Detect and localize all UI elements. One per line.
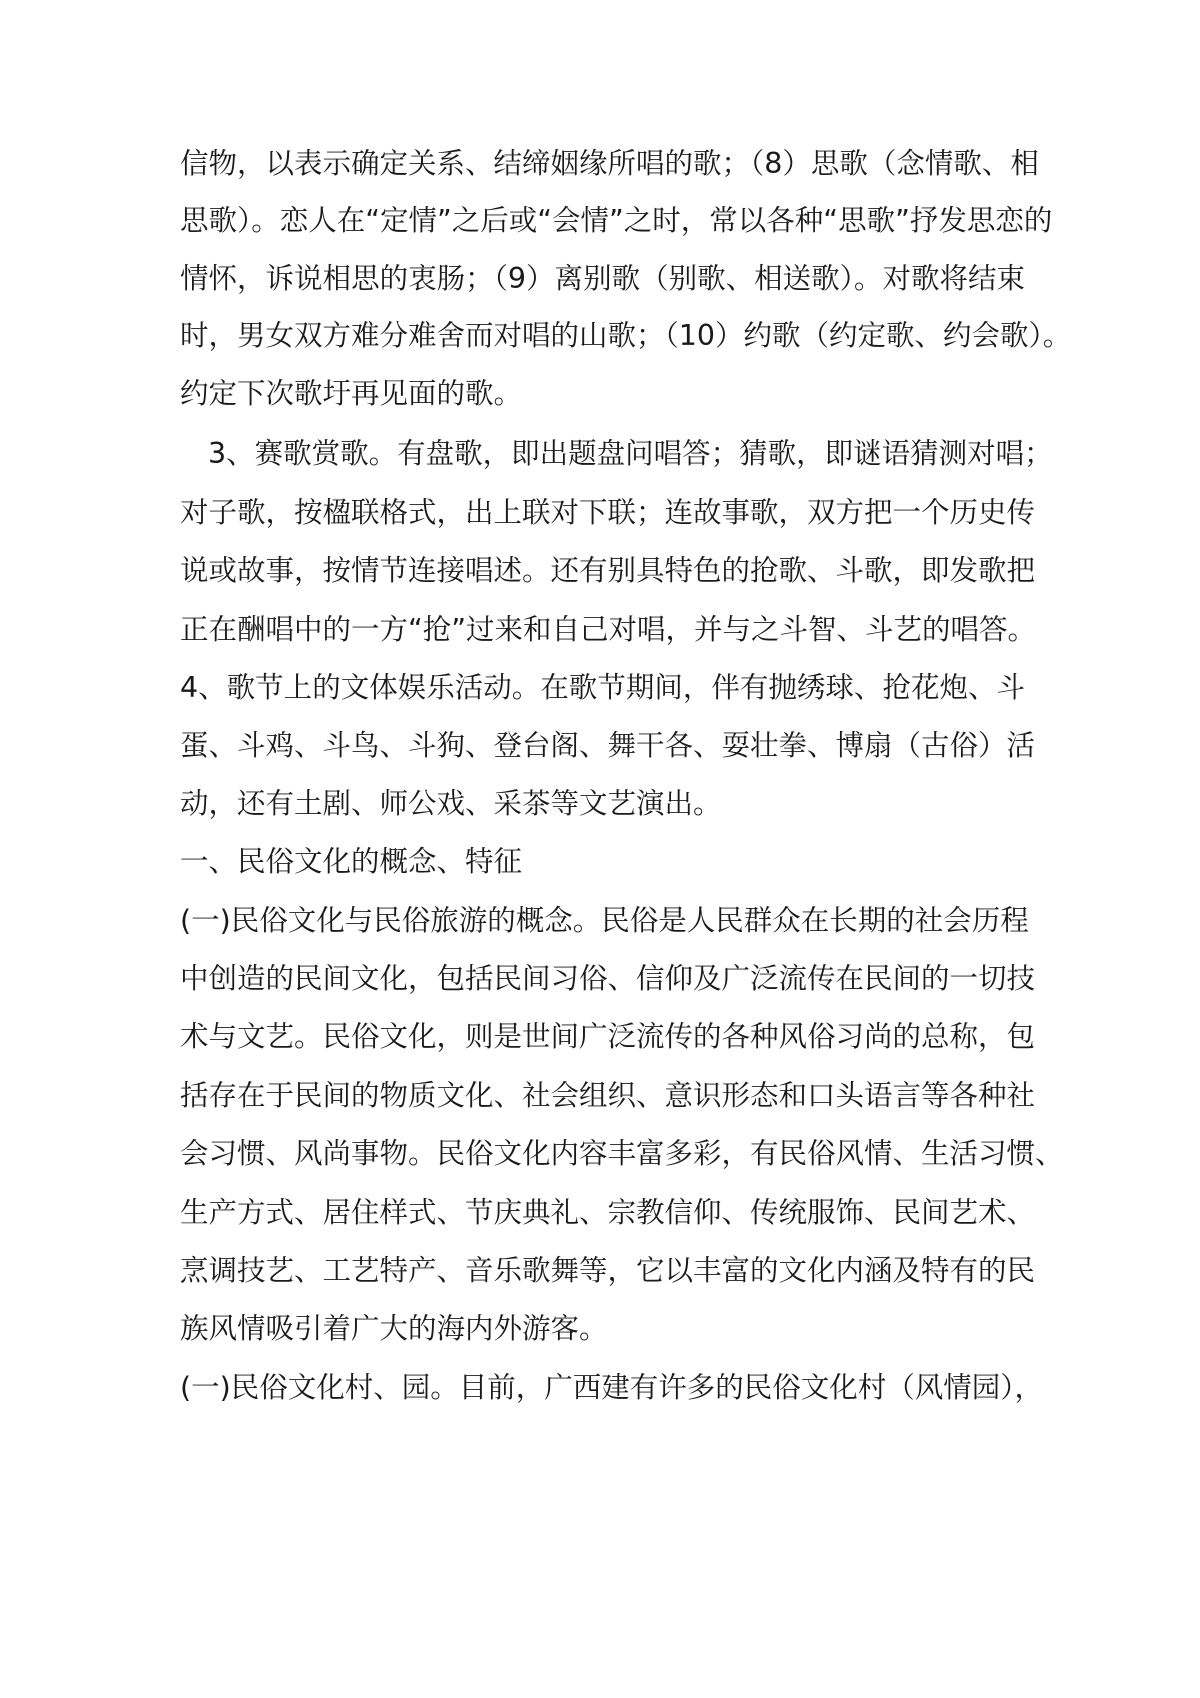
text-line: 信物，以表示确定关系、结缔姻缘所唱的歌；（8）思歌（念情歌、相 [180,147,1039,180]
section-heading: 一、民俗文化的概念、特征 [180,845,523,878]
text-line: 情怀，诉说相思的衷肠；（9）离别歌（别歌、相送歌）。对歌将结束 [180,262,1025,295]
text-line: 中创造的民间文化，包括民间习俗、信仰及广泛流传在民间的一切技 [180,962,1036,995]
text-line: 思歌）。恋人在“定情”之后或“会情”之时，常以各种“思歌”抒发思恋的 [180,204,1053,237]
text-line: 蛋、斗鸡、斗鸟、斗狗、登台阁、舞干各、耍壮拳、博扇（古俗）活 [180,729,1036,762]
text-line: 生产方式、居住样式、节庆典礼、宗教信仰、传统服饰、民间艺术、 [180,1196,1036,1229]
text-line: 正在酬唱中的一方“抢”过来和自己对唱，并与之斗智、斗艺的唱答。 [180,613,1037,646]
text-line: (一)民俗文化与民俗旅游的概念。民俗是人民群众在长期的社会历程 [180,904,1029,937]
text-line: 对子歌，按楹联格式，出上联对下联；连故事歌，双方把一个历史传 [180,496,1036,529]
text-line: 会习惯、风尚事物。民俗文化内容丰富多彩，有民俗风情、生活习惯、 [180,1137,1064,1170]
text-line: 说或故事，按情节连接唱述。还有别具特色的抢歌、斗歌，即发歌把 [180,554,1036,587]
text-line: 动，还有土剧、师公戏、采茶等文艺演出。 [180,787,722,820]
text-line: 4、歌节上的文体娱乐活动。在歌节期间，伴有抛绣球、抢花炮、斗 [180,671,1025,704]
text-line: (一)民俗文化村、园。目前，广西建有许多的民俗文化村（风情园）， [180,1371,1043,1404]
text-line: 时，男女双方难分难舍而对唱的山歌；（10）约歌（约定歌、约会歌）。 [180,319,1072,352]
text-line: 括存在于民间的物质文化、社会组织、意识形态和口头语言等各种社 [180,1079,1036,1112]
text-line: 3、赛歌赏歌。有盘歌，即出题盘问唱答；猜歌，即谜语猜测对唱； [208,437,1053,470]
text-line: 术与文艺。民俗文化，则是世间广泛流传的各种风俗习尚的总称，包 [180,1020,1036,1053]
text-line: 族风情吸引着广大的海内外游客。 [180,1312,608,1345]
text-line: 烹调技艺、工艺特产、音乐歌舞等，它以丰富的文化内涵及特有的民 [180,1254,1036,1287]
text-line: 约定下次歌圩再见面的歌。 [180,377,523,410]
